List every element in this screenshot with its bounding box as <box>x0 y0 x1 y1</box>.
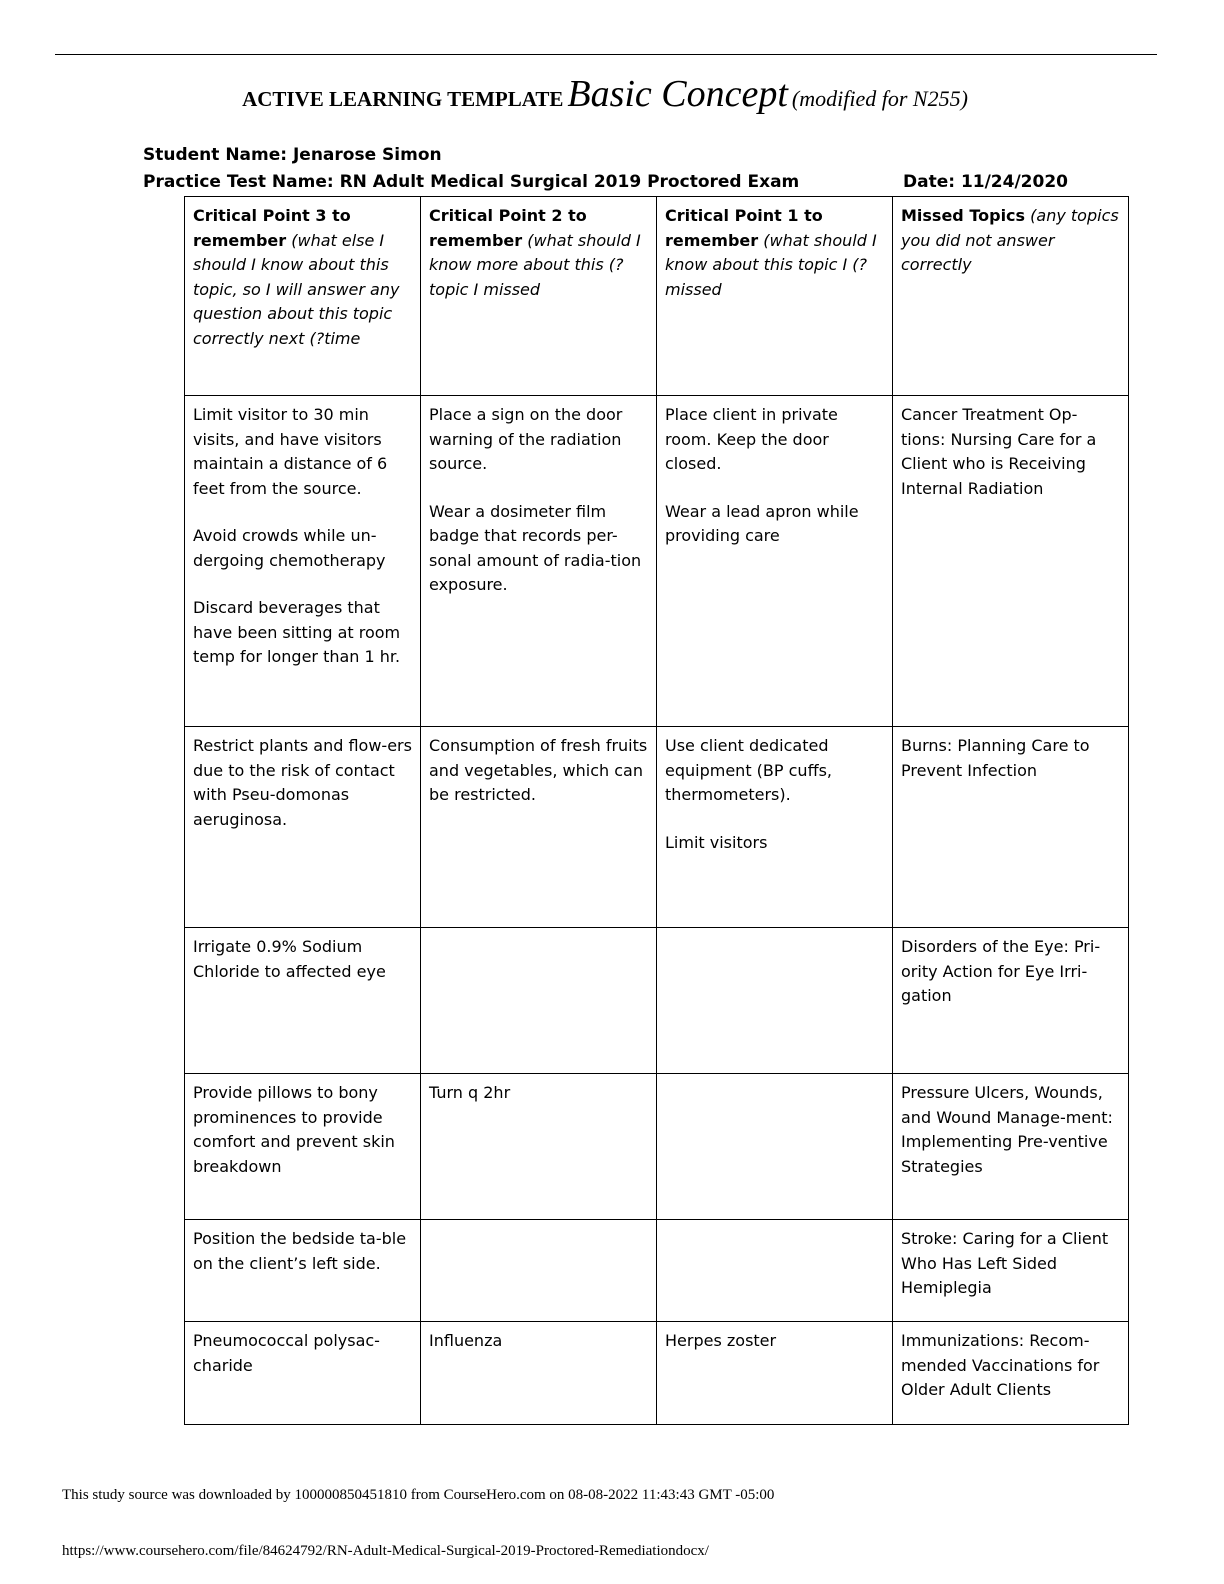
download-source-note: This study source was downloaded by 100000850451810 from CourseHero.com on 08-08-2022 11:43:43 GMT -05:00 <box>62 1487 775 1503</box>
cell-paragraph: Cancer Treatment Op-tions: Nursing Care for a Client who is Receiving Internal Radiation <box>901 405 1097 498</box>
table-cell <box>421 928 657 1074</box>
cell-paragraph: Limit visitor to 30 min visits, and have visitors maintain a distance of 6 feet from the source. <box>193 405 388 498</box>
header-bold: Missed Topics <box>901 206 1026 225</box>
table-row <box>185 727 1129 928</box>
table-cell <box>421 396 657 727</box>
table-cell <box>421 1322 657 1425</box>
cell-paragraph: Use client dedicated equipment (BP cuffs, thermometers). <box>665 736 833 804</box>
table-header-row <box>185 197 1129 396</box>
cell-paragraph: Wear a lead apron while providing care <box>665 501 859 545</box>
cell-paragraph: Herpes zoster <box>665 1331 777 1350</box>
cell-paragraph: Discard beverages that have been sitting at room temp for longer than 1 hr. <box>193 598 401 666</box>
table-cell <box>185 727 421 928</box>
table-cell <box>893 727 1129 928</box>
cell-paragraph: Consumption of fresh fruits and vegetables, which can be restricted. <box>429 736 648 804</box>
cell-paragraph: Avoid crowds while un-dergoing chemotherapy <box>193 526 386 570</box>
cell-paragraph: Place a sign on the door warning of the radiation source. <box>429 405 623 473</box>
header-cell <box>185 197 421 396</box>
cell-paragraph: Position the bedside ta-ble on the client’s left side. <box>193 1229 407 1273</box>
table-row <box>185 396 1129 727</box>
header-italic: (any topics you did not answer correctly <box>901 206 1119 274</box>
title-part-modified: (modified for N255) <box>791 86 968 111</box>
cell-paragraph: Place client in private room. Keep the door closed. <box>665 405 838 473</box>
table-cell <box>893 928 1129 1074</box>
cell-paragraph: Influenza <box>429 1331 503 1350</box>
table-row <box>185 1220 1129 1322</box>
document-title <box>0 72 1210 116</box>
table-cell <box>421 1074 657 1220</box>
cell-paragraph: Burns: Planning Care to Prevent Infection <box>901 736 1090 780</box>
header-cell <box>893 197 1129 396</box>
table-row <box>185 928 1129 1074</box>
practice-test-name: Practice Test Name: RN Adult Medical Surgical 2019 Proctored Exam <box>143 172 800 192</box>
cell-paragraph: Irrigate 0.9% Sodium Chloride to affected eye <box>193 937 386 981</box>
table-cell <box>185 1074 421 1220</box>
source-url[interactable]: https://www.coursehero.com/file/84624792/RN-Adult-Medical-Surgical-2019-Proctored-Remediationdocx/ <box>62 1543 709 1559</box>
cell-paragraph: Pneumococcal polysac-charide <box>193 1331 380 1375</box>
cell-paragraph: Wear a dosimeter film badge that records per-sonal amount of radia-tion exposure. <box>429 501 642 594</box>
cell-paragraph: Disorders of the Eye: Pri-ority Action for Eye Irri-gation <box>901 937 1101 1005</box>
table-cell <box>657 1074 893 1220</box>
cell-paragraph: Provide pillows to bony prominences to provide comfort and prevent skin breakdown <box>193 1083 395 1176</box>
cell-paragraph: Pressure Ulcers, Wounds, and Wound Manage-ment: Implementing Pre-ventive Strategies <box>901 1083 1113 1176</box>
table-cell <box>185 1322 421 1425</box>
cell-paragraph: Stroke: Caring for a Client Who Has Left Sided Hemiplegia <box>901 1229 1109 1297</box>
table-cell <box>893 396 1129 727</box>
cell-paragraph: Limit visitors <box>665 832 768 852</box>
top-divider <box>55 54 1157 55</box>
header-bold: Critical Point 3 to remember <box>193 206 351 250</box>
header-bold: Critical Point 2 to remember <box>429 206 587 250</box>
header-cell <box>657 197 893 396</box>
header-italic: (what should I know about this topic I (?missed <box>665 230 877 299</box>
header-bold: Critical Point 1 to remember <box>665 206 823 250</box>
student-name: Student Name: Jenarose Simon <box>143 145 442 165</box>
table-cell <box>893 1074 1129 1220</box>
cell-paragraph: Immunizations: Recom-mended Vaccinations for Older Adult Clients <box>901 1331 1100 1399</box>
table-cell <box>657 727 893 928</box>
cell-paragraph: Restrict plants and flow-ers due to the risk of contact with Pseu-domonas aeruginosa. <box>193 736 412 829</box>
title-part-template: ACTIVE LEARNING TEMPLATE <box>242 87 564 111</box>
cell-paragraph: Turn q 2hr <box>429 1083 511 1102</box>
table-cell <box>421 1220 657 1322</box>
title-part-concept: Basic Concept <box>567 73 788 115</box>
table-cell <box>657 396 893 727</box>
table-cell <box>893 1220 1129 1322</box>
table-cell <box>657 1322 893 1425</box>
table-row <box>185 1074 1129 1220</box>
table-cell <box>185 396 421 727</box>
table-cell <box>185 928 421 1074</box>
date: Date: 11/24/2020 <box>902 172 1068 192</box>
table-cell <box>657 928 893 1074</box>
table-cell <box>657 1220 893 1322</box>
table-cell <box>893 1322 1129 1425</box>
header-cell <box>421 197 657 396</box>
table-row <box>185 1322 1129 1425</box>
header-italic: (what should I know more about this (?topic I missed <box>429 230 641 299</box>
header-italic: (what else I should I know about this topic, so I will answer any question about this topic correctly next (?time <box>193 230 400 348</box>
table-cell <box>421 727 657 928</box>
table-cell <box>185 1220 421 1322</box>
remediation-table <box>184 196 1129 1425</box>
